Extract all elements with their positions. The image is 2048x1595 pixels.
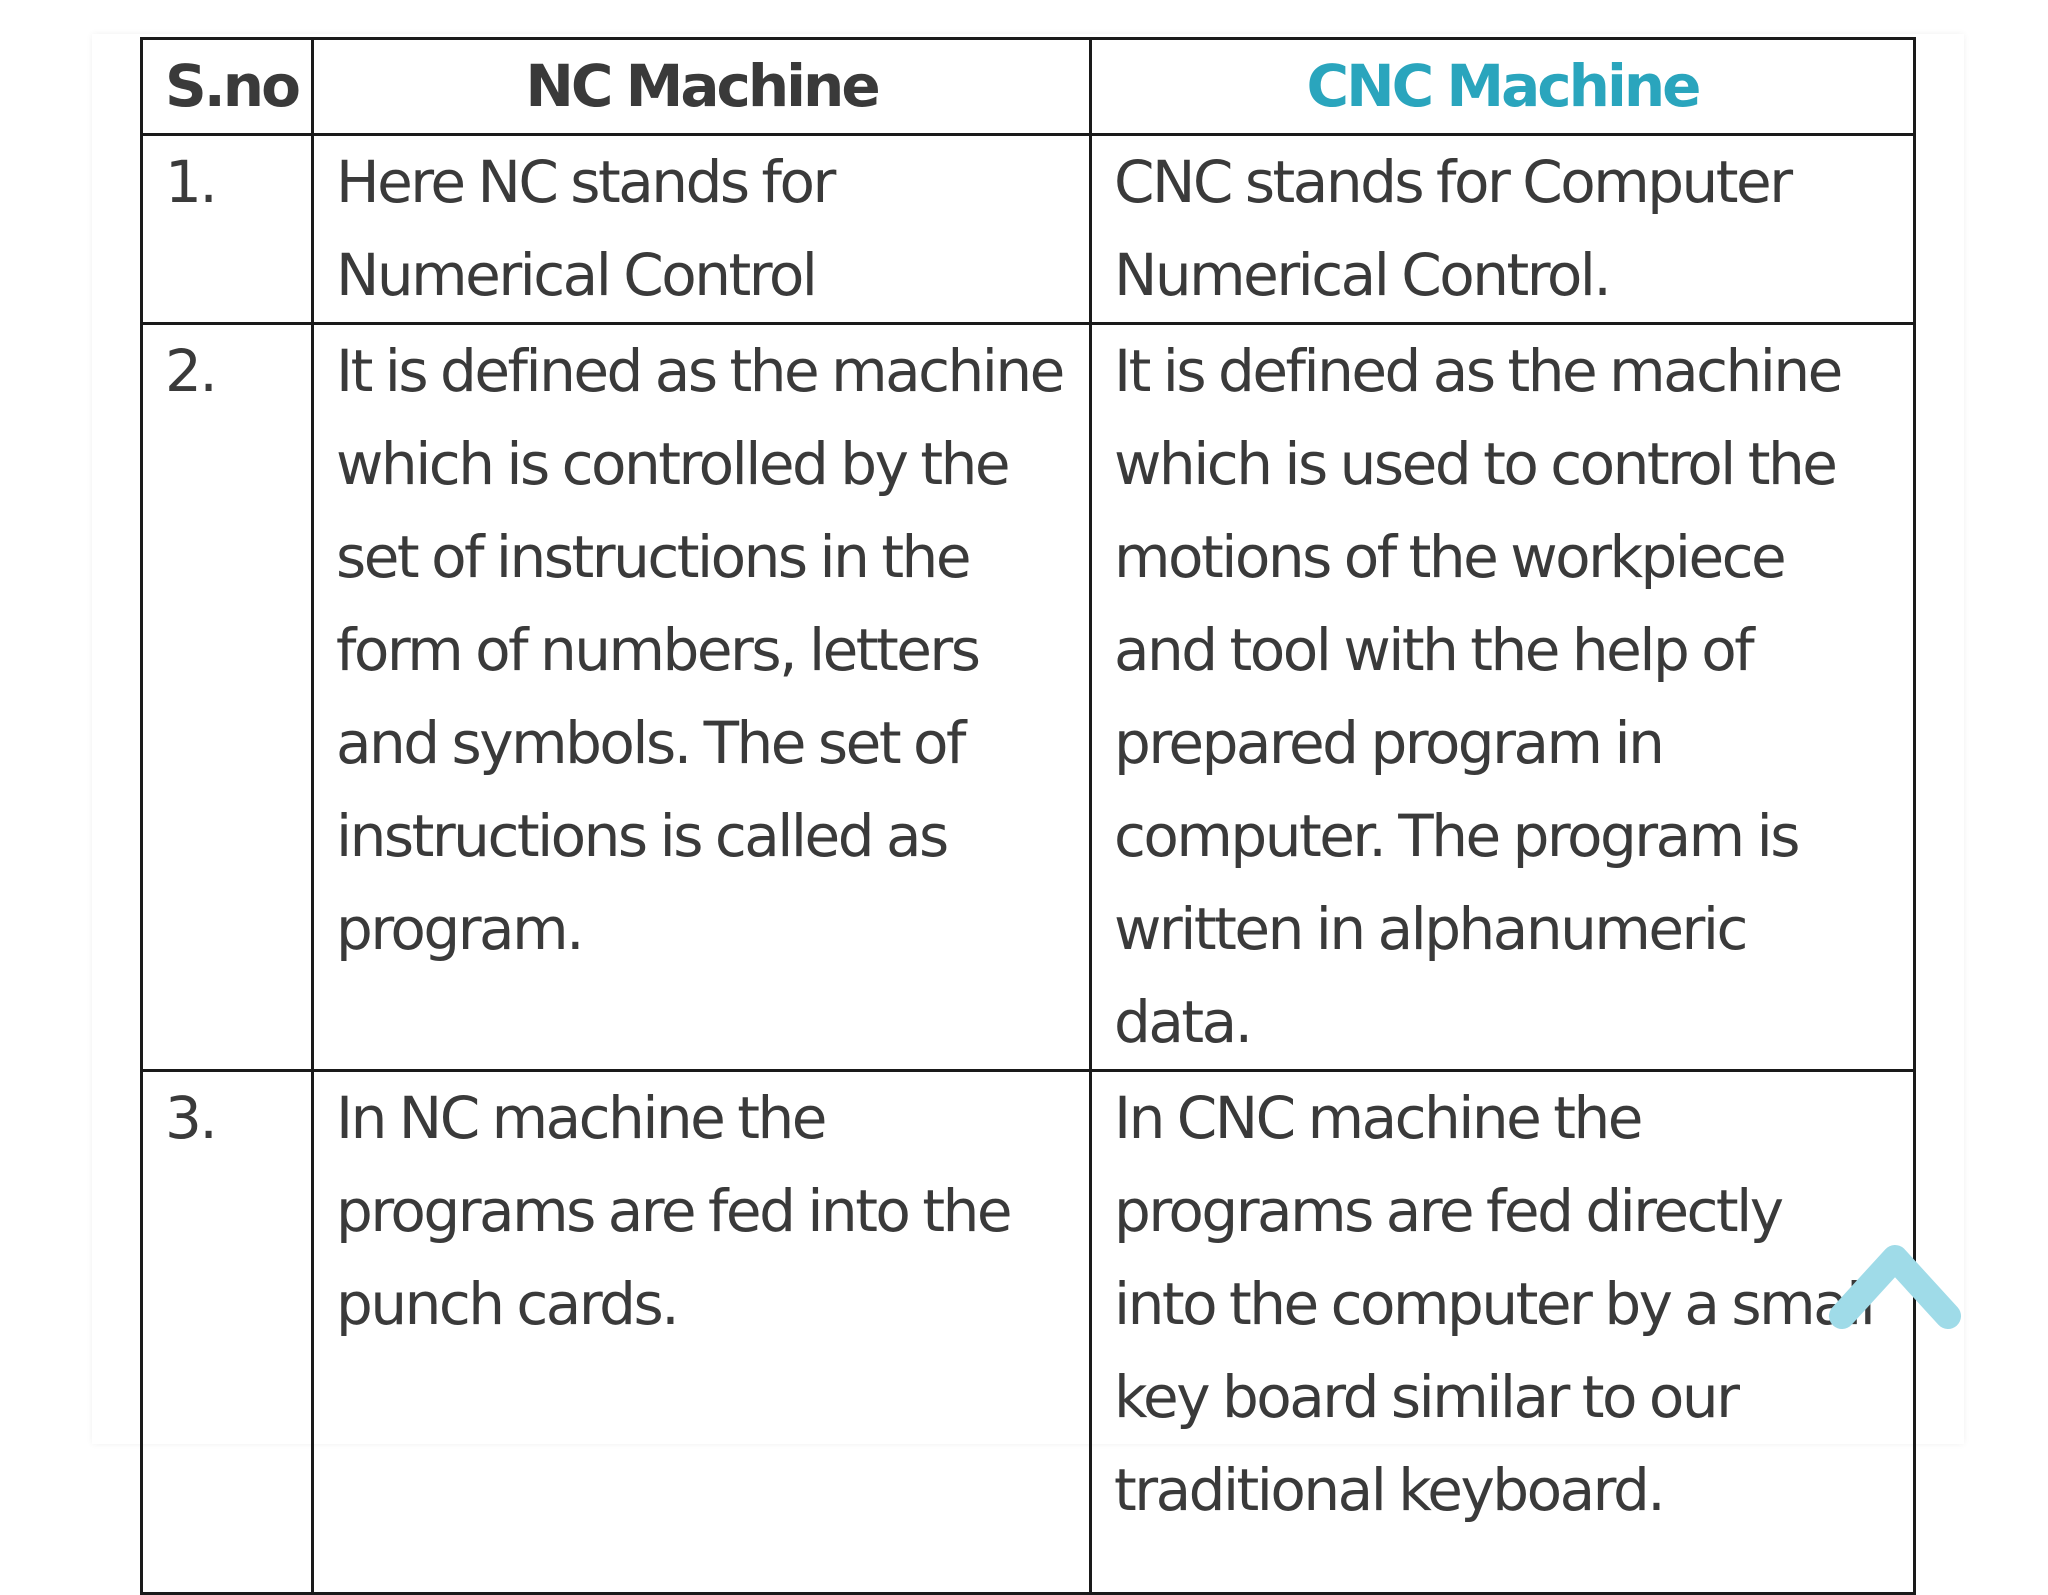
header-nc-machine: NC Machine — [313, 39, 1091, 135]
header-sno: S.no — [142, 39, 313, 135]
chevron-up-icon — [1830, 1230, 1960, 1340]
row-sno: 2. — [142, 324, 313, 1071]
row-nc-text: In NC machine the programs are fed into the punch cards. — [313, 1071, 1091, 1594]
row-cnc-text: It is defined as the machine which is used to control the motions of the workpiece and tool with the help of prepared program in computer. The program is written in alphanumeric data. — [1091, 324, 1915, 1071]
row-nc-text: It is defined as the machine which is controlled by the set of instructions in the form of numbers, letters and symbols. The set of instructions is called as program. — [313, 324, 1091, 1071]
row-nc-text: Here NC stands for Numerical Control — [313, 135, 1091, 324]
comparison-card — [92, 34, 1964, 1524]
header-cnc-machine: CNC Machine — [1091, 39, 1915, 135]
row-sno: 3. — [142, 1071, 313, 1594]
row-cnc-text: CNC stands for Computer Numerical Control. — [1091, 135, 1915, 324]
row-cnc-text: In CNC machine the programs are fed directly into the computer by a small key board similar to our traditional keyboard. — [1091, 1071, 1915, 1594]
table-row — [142, 324, 1915, 1071]
comparison-table — [140, 37, 1916, 1595]
table-row — [142, 1071, 1915, 1594]
scroll-to-top-button[interactable] — [1830, 1230, 1960, 1340]
table-header-row — [142, 39, 1915, 135]
row-sno: 1. — [142, 135, 313, 324]
table-row — [142, 135, 1915, 324]
